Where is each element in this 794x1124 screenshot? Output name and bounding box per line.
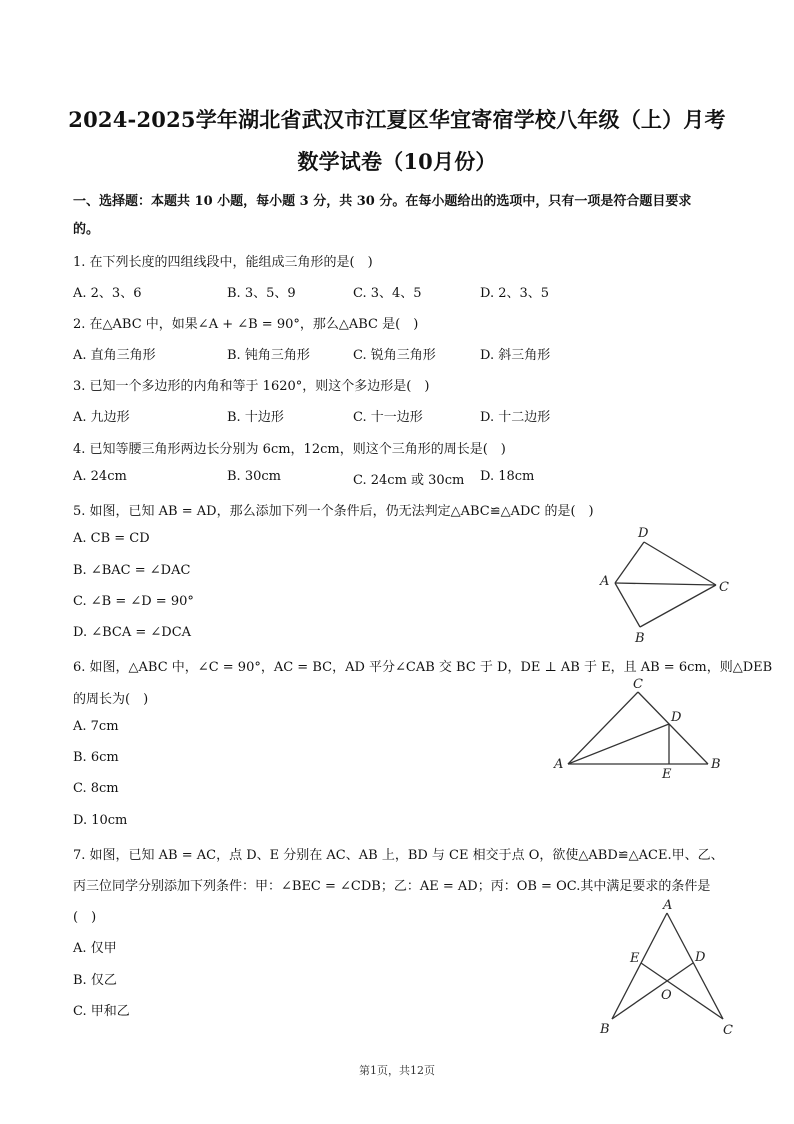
question-7-stem: 7. 如图，已知 AB = AC，点 D、E 分别在 AC、AB 上，BD 与 CE 相交于点 O，欲使△ABD≌△ACE.甲、乙、: [73, 848, 724, 863]
question-6-option-b: B. 6cm: [73, 750, 119, 765]
question-4-stem: 4. 已知等腰三角形两边长分别为 6cm，12cm，则这个三角形的周长是( ): [73, 442, 506, 457]
question-3-stem: 3. 已知一个多边形的内角和等于 1620°，则这个多边形是( ): [73, 379, 430, 394]
question-6-option-a: A. 7cm: [73, 719, 119, 734]
question-7-stem-cont: 丙三位同学分别添加下列条件：甲：∠BEC = ∠CDB；乙：AE = AD；丙：OB = OC.其中满足要求的条件是: [73, 879, 711, 894]
figure-label-b: B: [635, 631, 645, 646]
segment-ad: [568, 724, 669, 764]
document-title-line2: 数学试卷（10月份）: [297, 149, 497, 174]
figure-label-c: C: [719, 580, 729, 595]
question-1-option-a: A. 2、3、6: [73, 286, 142, 301]
question-4-option-b: B. 30cm: [227, 469, 281, 484]
question-5-option-c: C. ∠B = ∠D = 90°: [73, 594, 194, 609]
document-title-line1: 2024-2025学年湖北省武汉市江夏区华宜寄宿学校八年级（上）月考: [68, 107, 726, 132]
question-6-stem: 6. 如图，△ABC 中，∠C = 90°，AC = BC，AD 平分∠CAB 交 BC 于 D，DE ⊥ AB 于 E，且 AB = 6cm，则△DEB: [73, 660, 773, 675]
question-5-option-b: B. ∠BAC = ∠DAC: [73, 563, 191, 578]
question-7-option-b: B. 仅乙: [73, 973, 117, 988]
segment-bc: [640, 585, 716, 627]
figure-label-c: C: [723, 1023, 733, 1038]
question-3-option-a: A. 九边形: [73, 410, 130, 425]
question-2-option-d: D. 斜三角形: [480, 348, 551, 363]
question-2-option-c: C. 锐角三角形: [353, 348, 436, 363]
question-4-option-a: A. 24cm: [73, 469, 127, 484]
question-2-option-a: A. 直角三角形: [73, 348, 156, 363]
figure-label-a: A: [663, 898, 673, 913]
figure-label-b: B: [600, 1022, 610, 1037]
question-5-option-a: A. CB = CD: [73, 531, 150, 546]
question-1-option-b: B. 3、5、9: [227, 286, 296, 301]
question-7-option-a: A. 仅甲: [73, 941, 117, 956]
figure-label-d: D: [638, 526, 649, 541]
segment-ac: [667, 913, 723, 1019]
question-6-figure: [548, 674, 728, 786]
section-heading-cont: 的。: [73, 222, 100, 237]
question-5-stem: 5. 如图，已知 AB = AD，那么添加下列一个条件后，仍无法判定△ABC≌△ADC 的是( ): [73, 504, 594, 519]
section-heading: 一、选择题：本题共 10 小题，每小题 3 分，共 30 分。在每小题给出的选项中，只有一项是符合题目要求: [73, 194, 692, 209]
question-5-figure: [590, 520, 740, 650]
page-footer: 第1页，共12页: [359, 1064, 435, 1077]
question-2-stem: 2. 在△ABC 中，如果∠A + ∠B = 90°，那么△ABC 是( ): [73, 317, 419, 332]
question-7-stem-paren: ( ): [73, 910, 97, 925]
question-4-option-c: C. 24cm 或 30cm: [353, 473, 465, 488]
question-3-option-c: C. 十一边形: [353, 410, 423, 425]
question-3-option-b: B. 十边形: [227, 410, 284, 425]
question-6-option-d: D. 10cm: [73, 813, 128, 828]
figure-label-d: D: [695, 950, 706, 965]
question-7-figure: [592, 895, 742, 1040]
question-4-option-d: D. 18cm: [480, 469, 535, 484]
figure-label-e: E: [630, 951, 640, 966]
segment-ab: [615, 583, 640, 627]
question-1-stem: 1. 在下列长度的四组线段中，能组成三角形的是( ): [73, 255, 373, 270]
question-1-option-d: D. 2、3、5: [480, 286, 550, 301]
question-7-option-c: C. 甲和乙: [73, 1004, 130, 1019]
figure-label-d: D: [671, 710, 682, 725]
segment-ac: [568, 692, 638, 764]
question-6-stem-cont: 的周长为( ): [73, 692, 149, 707]
question-3-option-d: D. 十二边形: [480, 410, 551, 425]
figure-label-e: E: [662, 767, 672, 782]
segment-dc: [644, 542, 716, 585]
figure-label-a: A: [554, 757, 564, 772]
question-1-option-c: C. 3、4、5: [353, 286, 422, 301]
figure-label-o: O: [661, 988, 672, 1003]
question-5-option-d: D. ∠BCA = ∠DCA: [73, 625, 192, 640]
segment-ad: [615, 542, 644, 583]
question-6-option-c: C. 8cm: [73, 781, 119, 796]
segment-ac: [615, 583, 716, 585]
segment-ab: [612, 913, 667, 1019]
figure-label-b: B: [711, 757, 721, 772]
segment-cb: [638, 692, 708, 764]
question-2-option-b: B. 钝角三角形: [227, 348, 310, 363]
figure-label-a: A: [600, 574, 610, 589]
figure-label-c: C: [633, 677, 643, 692]
